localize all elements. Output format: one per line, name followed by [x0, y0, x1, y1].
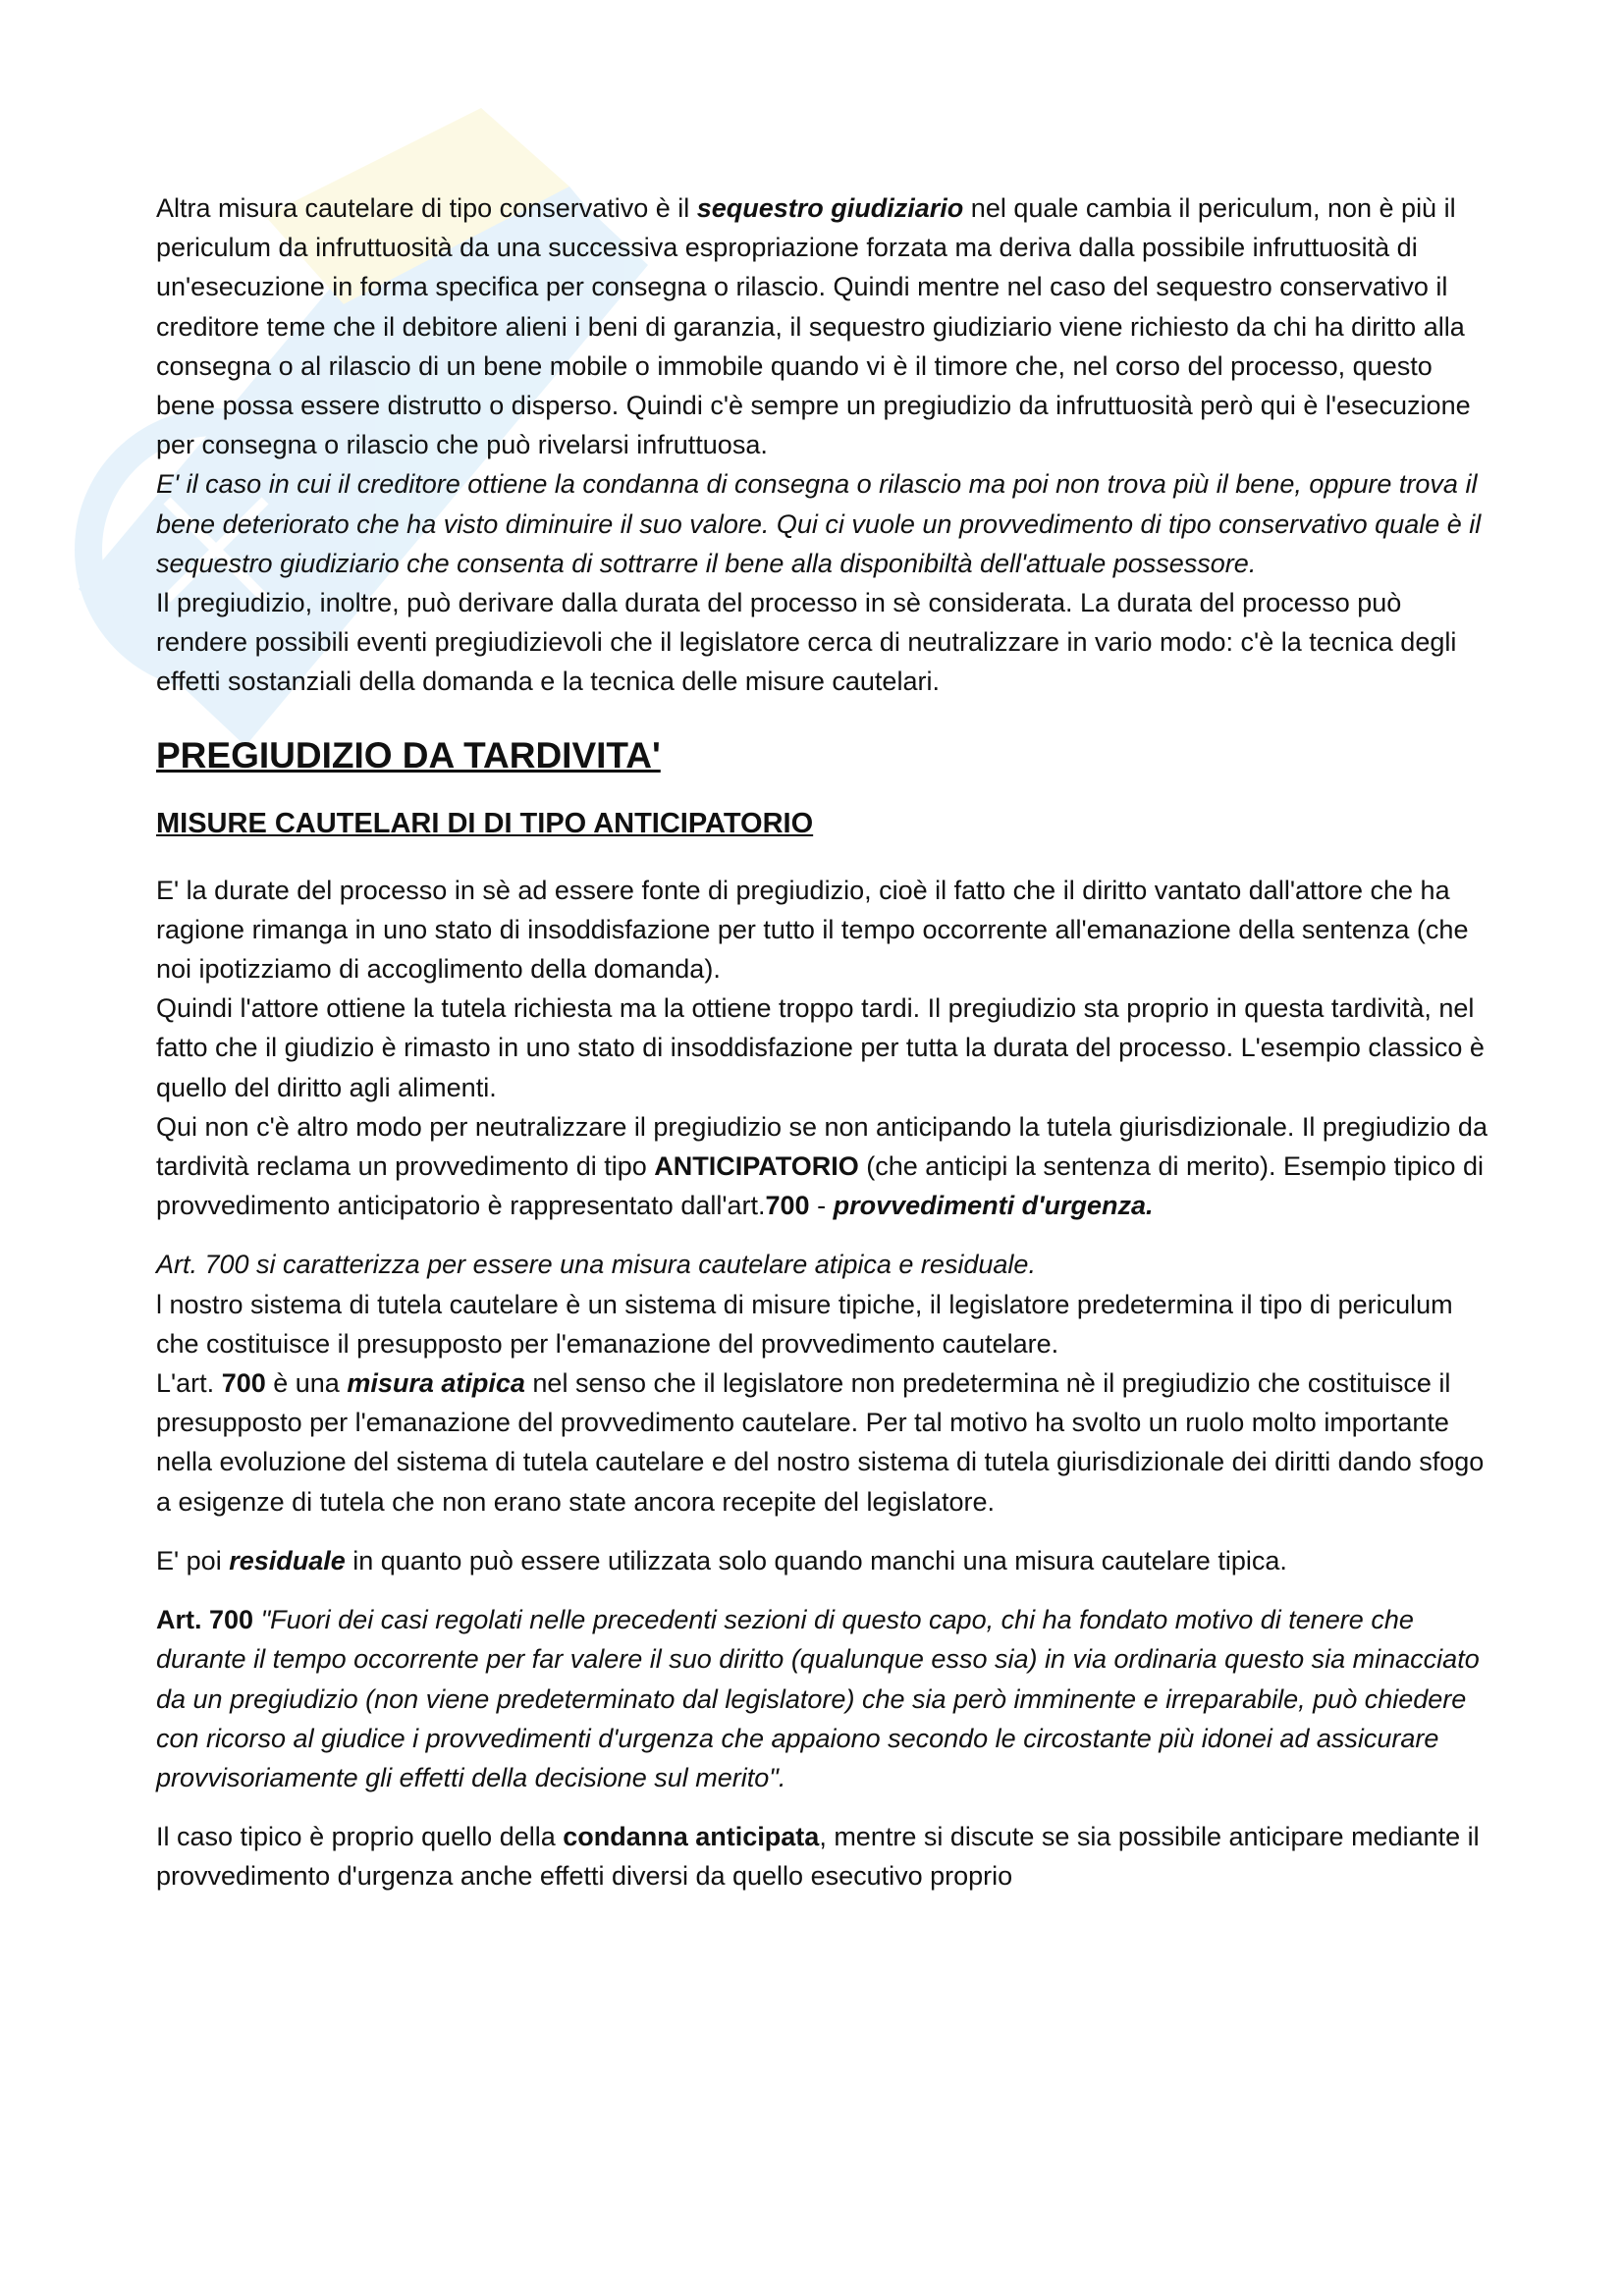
article-number: 700 [221, 1368, 266, 1399]
paragraph-durata-processo: E' la durate del processo in sè ad essere fonte di pregiudizio, cioè il fatto che il diritto vantato dall'attore che ha ragione rimanga in uno stato di insoddisfazione per tutto il tempo occorrente all'emanazione della sentenza (che noi ipotizziamo di accoglimento della domanda). Quindi l'attore ottiene la tutela richiesta ma la ottiene troppo tardi. Il pregiudizio sta proprio in questa tardività, nel fatto che il giudizio è rimasto in uno stato di insoddisfazione per tutta la durata del processo. L'esempio classico è quello del diritto agli alimenti. Qui non c'è altro modo per neutralizzare il pregiudizio se non anticipando la tutela giurisdizionale. Il pregiudizio da tardività reclama un provvedimento di tipo ANTICIPATORIO (che anticipi la sentenza di merito). Esempio tipico di provvedimento anticipatorio è rappresentato dall'art.700 - provvedimenti d'urgenza. [156, 875, 1488, 1221]
paragraph-condanna-anticipata: Il caso tipico è proprio quello della condanna anticipata, mentre si discute se sia possibile anticipare mediante il provvedimento d'urgenza anche effetti diversi da quello esecutivo proprio [156, 1822, 1480, 1892]
document-page [156, 188, 1491, 1896]
paragraph-sequestro-giudiziario: Altra misura cautelare di tipo conservativo è il sequestro giudiziario nel quale cambia il periculum, non è più il periculum da infruttuosità da una successiva espropriazione forzata ma deriva dalla possibile infruttuosità di un'esecuzione in forma specifica per consegna o rilascio. Quindi mentre nel caso del sequestro conservativo il creditore teme che il debitore alieni i beni di garanzia, il sequestro giudiziario viene richiesto da chi ha diritto alla consegna o al rilascio di un bene mobile o immobile quando vi è il timore che, nel corso del processo, questo bene possa essere distrutto o disperso. Quindi c'è sempre un pregiudizio da infruttuosità però qui è l'esecuzione per consegna o rilascio che può rivelarsi infruttuosa. E' il caso in cui il creditore ottiene la condanna di consegna o rilascio ma poi non trova più il bene, oppure trova il bene deteriorato che ha visto diminuire il suo valore. Qui ci vuole un provvedimento di tipo conservativo quale è il sequestro giudiziario che consenta di sottrarre il bene alla disponibiltà dell'attuale possessore. Il pregiudizio, inoltre, può derivare dalla durata del processo in sè considerata. La durata del processo può rendere possibili eventi pregiudizievoli che il legislatore cerca di neutralizzare in vario modo: c'è la tecnica degli effetti sostanziali della domanda e la tecnica delle misure cautelari. [156, 193, 1482, 697]
paragraph-art700-quote [156, 1600, 1491, 1797]
paragraph-residuale: E' poi residuale in quanto può essere utilizzata solo quando manchi una misura cautelare tipica. [156, 1545, 1287, 1575]
article-label: Art. 700 [156, 1605, 254, 1635]
heading-misure-anticipatorie: MISURE CAUTELARI DI DI TIPO ANTICIPATORIO [156, 807, 814, 839]
heading-pregiudizio-da-tardivita: PREGIUDIZIO DA TARDIVITA' [156, 734, 661, 775]
italic-art700-intro: Art. 700 si caratterizza per essere una misura cautelare atipica e residuale. [156, 1250, 1036, 1280]
term-provvedimenti-urgenza: provvedimenti d'urgenza. [833, 1191, 1154, 1221]
article-quote: "Fuori dei casi regolati nelle precedenti sezioni di questo capo, chi ha fondato motivo di tenere che durante il tempo occorrente per far valere il suo diritto (qualunque esso sia) in via ordinaria questo sia minacciato da un pregiudizio (non viene predeterminato dal legislatore) che sia però imminente e irreparabile, può chiedere con ricorso al giudice i provvedimenti d'urgenza che appaiono secondo le circostante più idonei ad assicurare provvisoriamente gli effetti della decisione sul merito". [156, 1605, 1480, 1792]
term-condanna-anticipata: condanna anticipata [563, 1822, 820, 1852]
term-residuale: residuale [229, 1545, 346, 1575]
term-anticipatorio: ANTICIPATORIO [654, 1151, 859, 1182]
term-misura-atipica: misura atipica [347, 1368, 525, 1399]
paragraph-misura-atipica: Art. 700 si caratterizza per essere una misura cautelare atipica e residuale. l nostro sistema di tutela cautelare è un sistema di misure tipiche, il legislatore predetermina il tipo di periculum che costituisce il presupposto per l'emanazione del provvedimento cautelare. L'art. 700 è una misura atipica nel senso che il legislatore non predetermina nè il pregiudizio che costituisce il presupposto per l'emanazione del provvedimento cautelare. Per tal motivo ha svolto un ruolo molto importante nella evoluzione del sistema di tutela cautelare e del nostro sistema di tutela giurisdizionale dei diritti dando sfogo a esigenze di tutela che non erano state ancora recepite del legislatore. [156, 1250, 1485, 1517]
term-sequestro-giudiziario: sequestro giudiziario [696, 193, 964, 223]
article-number: 700 [765, 1191, 810, 1221]
italic-example: E' il caso in cui il creditore ottiene la condanna di consegna o rilascio ma poi non trova più il bene, oppure trova il bene deteriorato che ha visto diminuire il suo valore. Qui ci vuole un provvedimento di tipo conservativo quale è il sequestro giudiziario che consenta di sottrarre il bene alla disponibiltà dell'attuale possessore. [156, 469, 1482, 578]
